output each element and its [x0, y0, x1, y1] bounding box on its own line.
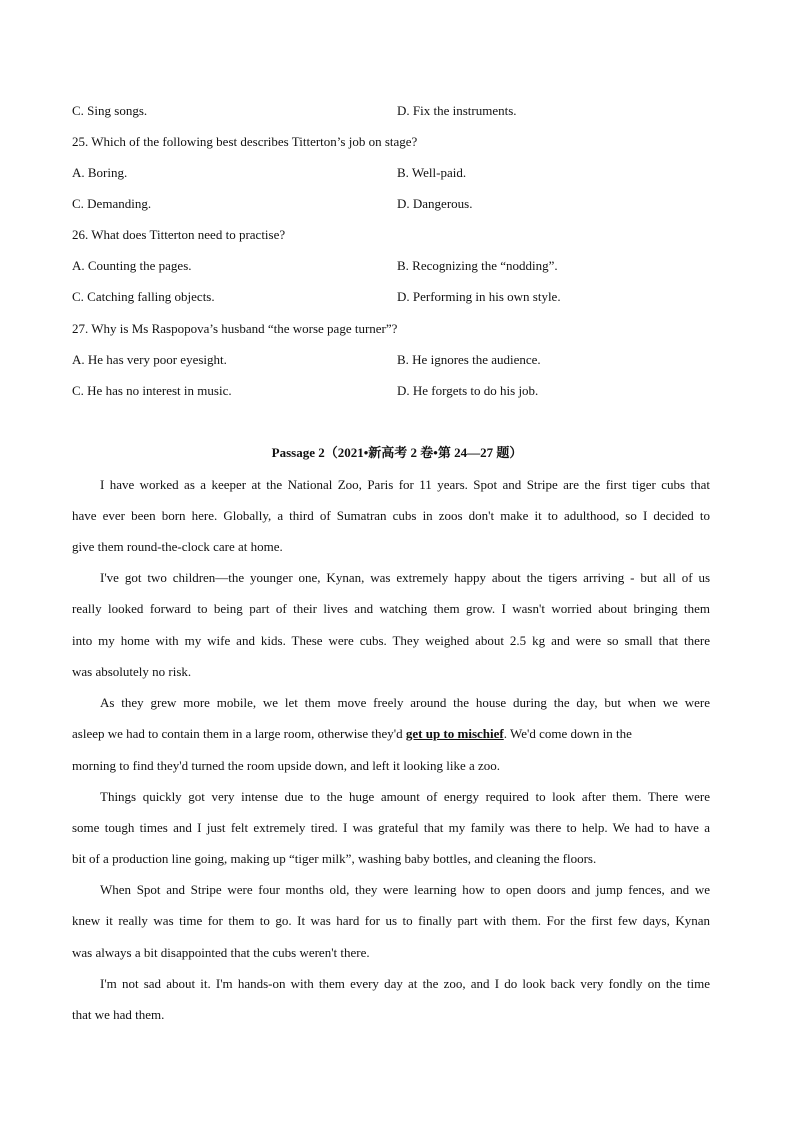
- paragraph-2-line-4: was absolutely no risk.: [72, 664, 192, 679]
- paragraph-2-line-3: into my home with my wife and kids. These were cubs. They weighed about 2.5 kg and were so small that there: [72, 633, 710, 648]
- paragraph-3-line-1: As they grew more mobile, we let them move freely around the house during the day, but when we were: [100, 695, 710, 710]
- q27-option-d: D. He forgets to do his job.: [397, 383, 539, 398]
- q26-option-d: D. Performing in his own style.: [397, 289, 561, 304]
- passage-title: Passage 2（2021•新高考 2 卷•第 24—27 题）: [271, 445, 523, 460]
- paragraph-1-line-3: give them round-the-clock care at home.: [72, 539, 283, 554]
- paragraph-6-line-1: I'm not sad about it. I'm hands-on with them every day at the zoo, and I do look back very fondly on the time: [100, 976, 710, 991]
- q25-option-a: A. Boring.: [72, 165, 128, 180]
- q25-option-c: C. Demanding.: [72, 196, 152, 211]
- q26-option-c: C. Catching falling objects.: [72, 289, 215, 304]
- q25-stem: 25. Which of the following best describes Titterton’s job on stage?: [72, 134, 418, 149]
- q25-option-b: B. Well-paid.: [397, 165, 467, 180]
- paragraph-4-line-2: some tough times and I just felt extremely tired. I was grateful that my family was there to help. We had to have a: [72, 820, 710, 835]
- paragraph-3-line-3: morning to find they'd turned the room upside down, and left it looking like a zoo.: [72, 758, 501, 773]
- q26-stem: 26. What does Titterton need to practise?: [72, 227, 286, 242]
- paragraph-5-line-3: was always a bit disappointed that the cubs weren't there.: [72, 945, 370, 960]
- paragraph-6-line-2: that we had them.: [72, 1007, 165, 1022]
- paragraph-3-line-2: [72, 726, 710, 742]
- paragraph-2-line-2: really looked forward to being part of their lives and watching them grow. I wasn't worried about bringing them: [72, 601, 710, 616]
- q24-option-c: C. Sing songs.: [72, 103, 148, 118]
- q26-option-a: A. Counting the pages.: [72, 258, 192, 273]
- q27-option-a: A. He has very poor eyesight.: [72, 352, 227, 367]
- q25-option-d: D. Dangerous.: [397, 196, 473, 211]
- paragraph-4-line-1: Things quickly got very intense due to the huge amount of energy required to look after them. There were: [100, 789, 710, 804]
- q24-option-d: D. Fix the instruments.: [397, 103, 517, 118]
- highlighted-phrase: get up to mischief: [405, 726, 504, 741]
- q27-stem: 27. Why is Ms Raspopova’s husband “the worse page turner”?: [72, 321, 398, 336]
- paragraph-3-text-before: asleep we had to contain them in a large room, otherwise they'd: [72, 726, 406, 741]
- paragraph-5-line-1: When Spot and Stripe were four months old, they were learning how to open doors and jump fences, and we: [100, 882, 710, 897]
- q26-option-b: B. Recognizing the “nodding”.: [397, 258, 558, 273]
- paragraph-1-line-1: I have worked as a keeper at the National Zoo, Paris for 11 years. Spot and Stripe are the first tiger cubs that: [100, 477, 710, 492]
- q27-option-c: C. He has no interest in music.: [72, 383, 232, 398]
- paragraph-5-line-2: knew it really was time for them to go. It was hard for us to finally part with them. For the first few days, Kynan: [72, 913, 710, 928]
- q27-option-b: B. He ignores the audience.: [397, 352, 541, 367]
- paragraph-4-line-3: bit of a production line going, making up “tiger milk”, washing baby bottles, and cleaning the floors.: [72, 851, 597, 866]
- paragraph-1-line-2: have ever been born here. Globally, a third of Sumatran cubs in zoos don't make it to adulthood, so I decided to: [72, 508, 710, 523]
- paragraph-3-text-after: . We'd come down in the: [503, 726, 632, 741]
- paragraph-2-line-1: I've got two children—the younger one, Kynan, was extremely happy about the tigers arriving - but all of us: [100, 570, 710, 585]
